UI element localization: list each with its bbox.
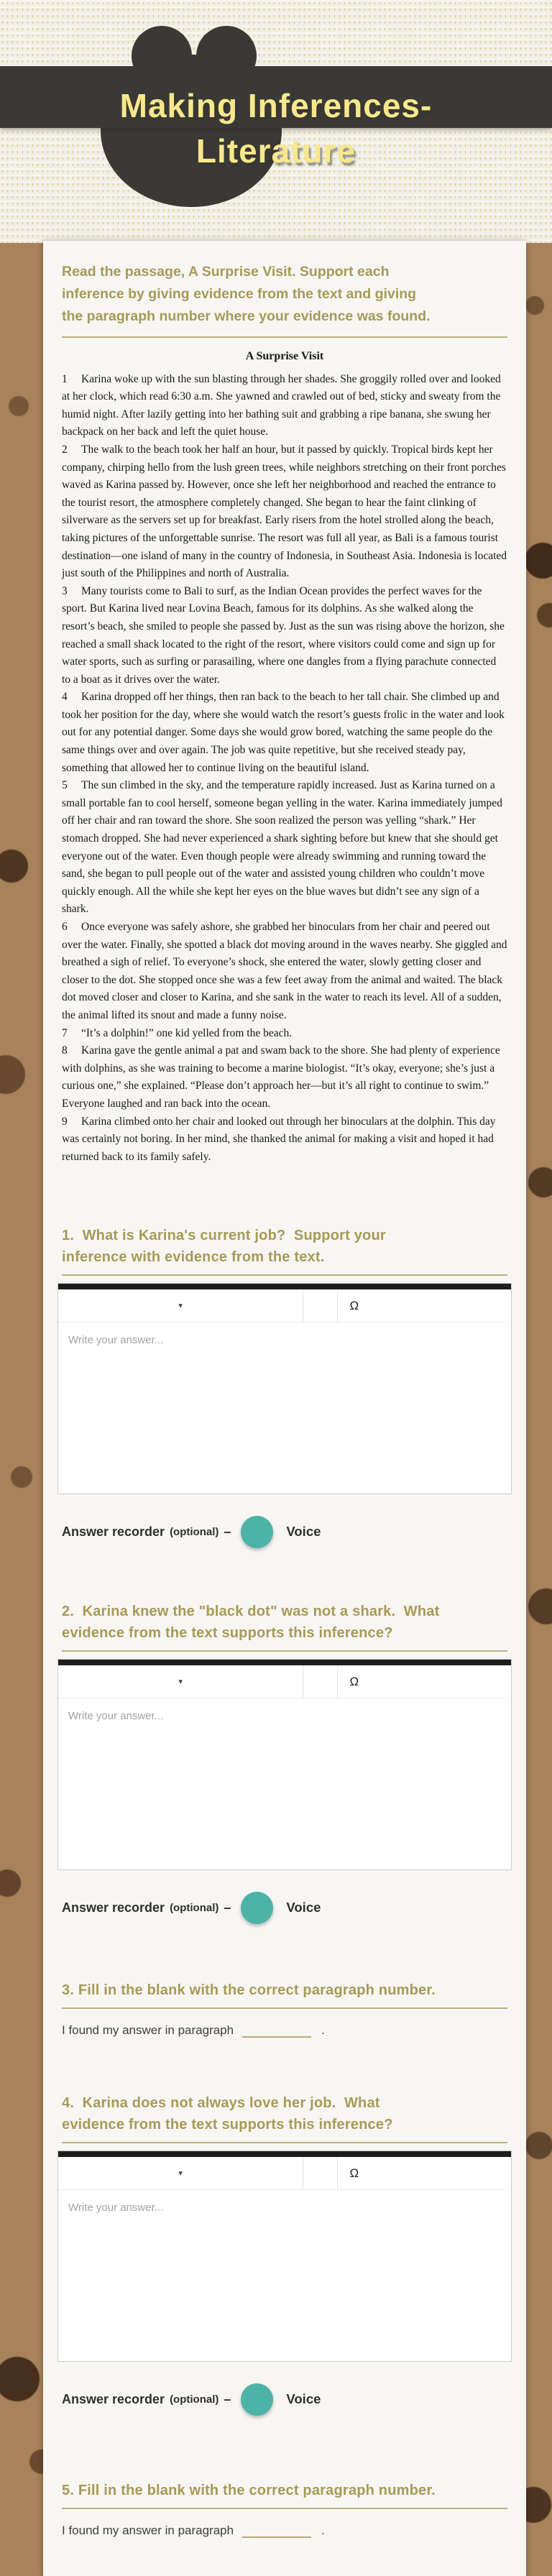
special-characters-button[interactable] <box>338 1665 511 1698</box>
answer-recorder-row <box>62 1514 507 1549</box>
reading-passage <box>62 348 507 1166</box>
omega-icon: Ω <box>349 2166 359 2180</box>
recorder-label: Answer recorder <box>62 1524 165 1539</box>
fill-in-blank-period: . <box>321 2524 325 2538</box>
special-characters-button[interactable] <box>338 2157 511 2189</box>
paragraph-text: Karina climbed onto her chair and looked out through her binoculars at the dolphin. This day was certainly not boring. In her mind, she thanked the animal for making a visit and hoped it had returned back to its family safely. <box>62 1115 496 1163</box>
question-4-label: 4. Karina does not always love her job. What evidence from the text supports this inference? <box>62 2095 393 2133</box>
paragraph-number: 3 <box>62 584 68 597</box>
paragraph-number: 2 <box>62 443 68 456</box>
question-4 <box>62 2092 507 2416</box>
question-2-label: 2. Karina knew the "black dot" was not a shark. What evidence from the text supports this inference? <box>62 1604 444 1642</box>
editor-toolbar <box>58 1665 511 1698</box>
answer-recorder-row <box>62 2382 507 2416</box>
paragraph-number: 1 <box>62 372 68 385</box>
recorder-label: Answer recorder <box>62 2391 165 2406</box>
question-2 <box>62 1601 507 1925</box>
editor-toolbar <box>58 2157 511 2190</box>
paragraph-text: Once everyone was safely ashore, she grabbed her binoculars from her chair and peered out over the water. Finally, she spotted a black dot moving around in the waves nearby. She giggled and breathed a sigh of relief. To everyone’s shock, she entered the water, slowly getting closer and closer to the dot. She stopped once she was a few feet away from the animal and waited. The black dot moved closer and closer to Karina, and she sank in the water to reach its level. All of a sudden, the animal lifted its snout and made a funny noise. <box>62 921 507 1021</box>
paragraph-text: “It’s a dolphin!” one kid yelled from the beach. <box>81 1026 293 1039</box>
fill-in-blank-text: I found my answer in paragraph <box>62 2524 234 2538</box>
passage-title: A Surprise Visit <box>245 350 324 362</box>
paragraph-number: 9 <box>62 1115 68 1128</box>
chevron-down-icon: ▾ <box>178 2169 183 2179</box>
fill-in-blank-row <box>62 2020 507 2038</box>
passage-paragraph <box>62 1113 507 1167</box>
voice-record-button[interactable] <box>241 2383 273 2416</box>
paragraph-number-input[interactable] <box>242 2521 311 2538</box>
passage-paragraph <box>62 1042 507 1113</box>
toolbar-spacer <box>303 2157 338 2189</box>
voice-label: Voice <box>286 1900 321 1915</box>
paragraph-number: 7 <box>62 1026 68 1039</box>
voice-label: Voice <box>286 2391 321 2407</box>
paragraph-number: 6 <box>62 921 68 933</box>
format-dropdown[interactable] <box>58 1665 303 1698</box>
question-1 <box>62 1225 507 1549</box>
special-characters-button[interactable] <box>338 1289 511 1322</box>
toolbar-spacer <box>303 1289 338 1322</box>
omega-icon: Ω <box>349 1298 359 1312</box>
paragraph-text: Karina dropped off her things, then ran back to the beach to her tall chair. She climbed up and took her position for the day, where she would watch the resort’s guests frolic in the water and look out for any potential danger. Some days she would grow bored, watching the same people do the same things over and over again. The job was quite repetitive, but she received steady pay, something that allowed her to continue living on the beautiful island. <box>62 691 505 774</box>
fill-in-blank-text: I found my answer in paragraph <box>62 2023 234 2038</box>
editor-top-bar <box>58 1660 511 1665</box>
chevron-down-icon: ▾ <box>178 1678 183 1687</box>
omega-icon: Ω <box>349 1674 359 1688</box>
divider <box>62 2142 507 2143</box>
passage-paragraph <box>62 441 507 583</box>
recorder-optional-label: (optional) <box>170 1901 219 1914</box>
answer-text-area-4[interactable] <box>58 2190 511 2361</box>
passage-paragraph <box>62 583 507 689</box>
page-title <box>0 83 552 174</box>
divider <box>62 1274 507 1276</box>
page-title-line1: Making Inferences- <box>119 87 433 124</box>
fill-in-blank-row <box>62 2521 507 2538</box>
answer-text-area-2[interactable] <box>58 1698 511 1869</box>
paragraph-text: The walk to the beach took her half an hour, but it passed by quickly. Tropical birds kept her company, chirping hello from the lush green trees, while neighbors stretching on their front porches waved as Karina passed by. However, once she left her neighborhood and reached the entrance to the tourist resort, the atmosphere completely changed. She began to hear the faint clinking of silverware as the servers set up for breakfast. Early risers from the hotel strolled along the beach, taking pictures of the unforgettable sunrise. The resort was full all year, as Bali is a famous tourist destination—one island of many in the country of Indonesia, in Southeast Asia. Indonesia is located just south of the Philippines and north of Australia. <box>62 443 507 580</box>
voice-label: Voice <box>286 1524 321 1540</box>
passage-paragraph <box>62 689 507 777</box>
editor-toolbar <box>58 1289 511 1322</box>
format-dropdown[interactable] <box>58 1289 303 1322</box>
question-3 <box>62 1979 507 2038</box>
recorder-optional-label: (optional) <box>170 2393 219 2406</box>
divider <box>62 336 507 338</box>
paragraph-text: The sun climbed in the sky, and the temperature rapidly increased. Just as Karina turned on a small portable fan to cool herself, someone began yelling in the water. Karina immediately jumped off her chair and ran toward the shore. She soon realized the person was yelling “shark.” Her stomach dropped. She had never experienced a shark sighting before but knew that she should get everyone out of the water. Even though people were already swimming and running toward the sand, she began to pull people out of the water and assisted young children who couldn’t move quickly enough. All the while she kept her eyes on the blue waves but didn’t see any sign of a shark. <box>62 779 502 916</box>
passage-paragraph <box>62 777 507 919</box>
worksheet-instructions: Read the passage, A Surprise Visit. Support each inference by giving evidence from the text and giving the paragraph number where your evidence was found. <box>62 264 431 324</box>
recorder-label: Answer recorder <box>62 1900 165 1915</box>
page-title-line2: Literature <box>196 132 356 170</box>
recorder-dash: – <box>224 2391 231 2406</box>
paragraph-text: Karina gave the gentle animal a pat and swam back to the shore. She had plenty of experience with dolphins, as she was training to become a marine biologist. “It’s okay, everyone; she’s just a curious one,” she explained. “Please don’t approach her—but it’s all right to continue to swim.” Everyone laughed and ran back into the ocean. <box>62 1044 500 1110</box>
voice-record-button[interactable] <box>241 1892 273 1924</box>
paragraph-number: 8 <box>62 1044 68 1057</box>
chevron-down-icon: ▾ <box>178 1302 183 1311</box>
divider <box>62 2508 507 2509</box>
recorder-dash: – <box>224 1524 231 1539</box>
editor-placeholder: Write your answer... <box>68 2202 164 2214</box>
divider <box>62 1650 507 1652</box>
editor-top-bar <box>58 1284 511 1289</box>
recorder-optional-label: (optional) <box>170 1525 219 1538</box>
passage-paragraph <box>62 919 507 1025</box>
divider <box>62 2007 507 2009</box>
format-dropdown[interactable] <box>58 2157 303 2189</box>
answer-editor-4 <box>58 2150 512 2362</box>
question-5-label: 5. Fill in the blank with the correct paragraph number. <box>62 2483 436 2499</box>
editor-top-bar <box>58 2151 511 2157</box>
editor-placeholder: Write your answer... <box>68 1334 164 1347</box>
header-area <box>0 0 552 243</box>
editor-placeholder: Write your answer... <box>68 1710 164 1723</box>
answer-recorder-row <box>62 1890 507 1925</box>
answer-editor-1 <box>58 1283 512 1494</box>
question-1-label: 1. What is Karina's current job? Support your inference with evidence from the text. <box>62 1228 390 1266</box>
passage-paragraph <box>62 1025 507 1043</box>
recorder-dash: – <box>224 1900 231 1915</box>
paragraph-number: 4 <box>62 691 68 704</box>
question-5 <box>62 2480 507 2538</box>
passage-paragraph <box>62 371 507 441</box>
answer-text-area-1[interactable] <box>58 1322 511 1494</box>
paragraph-text: Many tourists come to Bali to surf, as the Indian Ocean provides the perfect waves for the sport. But Karina lived near Lovina Beach, famous for its dolphins. As she walked along the resort’s beach, she smiled to people she passed by. Just as the sun was rising above the horizon, she reached a small shack located to the right of the resort, where visitors could come and sign up for water sports, such as surfing or parasailing, where one dangles from a flying parachute connected to a boat as it drives over the water. <box>62 584 505 686</box>
fill-in-blank-period: . <box>321 2023 325 2038</box>
paragraph-text: Karina woke up with the sun blasting through her shades. She groggily rolled over and looked at her clock, which read 6:30 a.m. She yawned and crawled out of bed, sticky and sweaty from the humid night. After lazily getting into her bathing suit and grabbing a ripe banana, she swung her backpack on her back and left the quiet house. <box>62 372 501 438</box>
question-3-label: 3. Fill in the blank with the correct paragraph number. <box>62 1982 436 1999</box>
worksheet-card <box>43 241 526 2576</box>
voice-record-button[interactable] <box>241 1516 273 1548</box>
answer-editor-2 <box>58 1659 512 1870</box>
paragraph-number: 5 <box>62 779 68 792</box>
paragraph-number-input[interactable] <box>242 2020 311 2038</box>
toolbar-spacer <box>303 1665 338 1698</box>
